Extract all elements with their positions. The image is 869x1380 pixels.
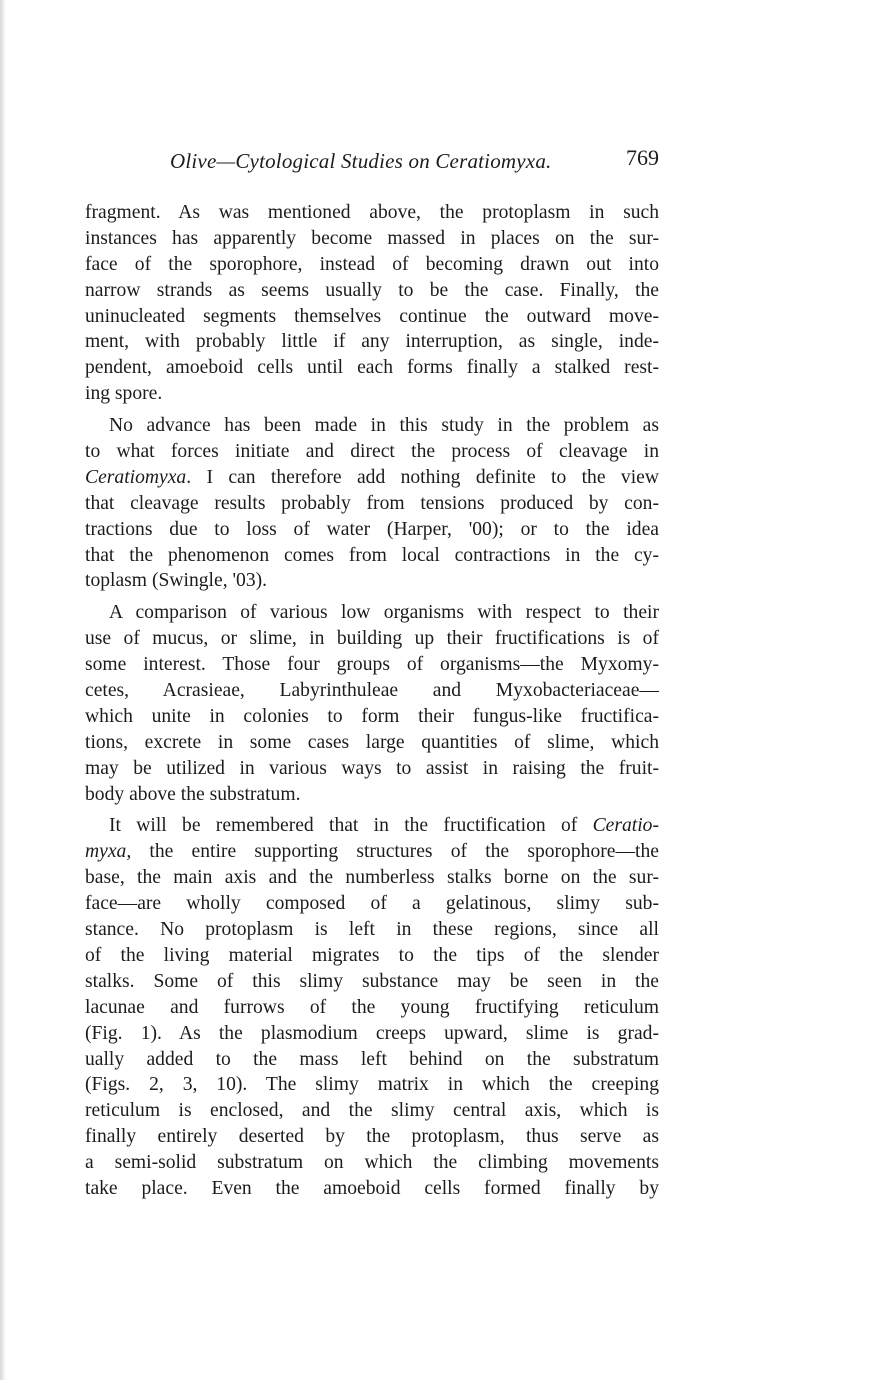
text-line: stance. No protoplasm is left in these regions, since all: [85, 919, 659, 941]
running-header: [85, 145, 659, 181]
running-title: Olive—Cytological Studies on Ceratiomyxa.: [170, 149, 552, 173]
body-text: [85, 200, 659, 1202]
text-line: that the phenomenon comes from local contractions in the cy-: [85, 544, 659, 566]
text-line: lacunae and furrows of the young fructifying reticulum: [85, 996, 659, 1018]
text-line: uninucleated segments themselves continue the outward move-: [85, 305, 659, 327]
text-line: tions, excrete in some cases large quantities of slime, which: [85, 731, 659, 753]
text-line: may be utilized in various ways to assist in raising the fruit-: [85, 757, 659, 779]
text-line: ually added to the mass left behind on the substratum: [85, 1048, 659, 1070]
text-line: that cleavage results probably from tensions produced by con-: [85, 492, 659, 514]
text-line: (Fig. 1). As the plasmodium creeps upward, slime is grad-: [85, 1022, 659, 1044]
text-line: body above the substratum.: [85, 783, 301, 805]
text-line: face of the sporophore, instead of becoming drawn out into: [85, 253, 659, 275]
page-number: 769: [626, 145, 659, 170]
paragraph-1: [85, 200, 659, 407]
text-line: tractions due to loss of water (Harper, '00); or to the idea: [85, 518, 659, 540]
text-line: fragment. As was mentioned above, the protoplasm in such: [85, 202, 659, 223]
text-line: base, the main axis and the numberless stalks borne on the sur-: [85, 867, 659, 889]
text-line: myxa, the entire supporting structures of the sporophore—the: [85, 841, 659, 863]
text-line: cetes, Acrasieae, Labyrinthuleae and Myxobacteriaceae—: [85, 680, 659, 702]
text-line: which unite in colonies to form their fungus-like fructifica-: [85, 705, 659, 727]
text-line: some interest. Those four groups of organisms—the Myxomy-: [85, 654, 659, 676]
text-line: use of mucus, or slime, in building up their fructifications is of: [85, 628, 659, 650]
text-line: to what forces initiate and direct the process of cleavage in: [85, 441, 659, 463]
page-edge-shadow: [0, 0, 6, 1380]
text-line: toplasm (Swingle, '03).: [85, 570, 268, 592]
paragraph-3: [85, 600, 659, 807]
text-line: narrow strands as seems usually to be the case. Finally, the: [85, 279, 659, 301]
text-line: a semi-solid substratum on which the climbing movements: [85, 1152, 659, 1174]
text-line: take place. Even the amoeboid cells formed finally by: [85, 1177, 659, 1199]
text-line: No advance has been made in this study in the problem as: [109, 415, 659, 437]
text-line: finally entirely deserted by the protoplasm, thus serve as: [85, 1126, 659, 1148]
text-line: A comparison of various low organisms with respect to their: [109, 602, 659, 624]
text-line: It will be remembered that in the fructification of Ceratio-: [109, 815, 659, 837]
text-line: ing spore.: [85, 383, 163, 405]
text-line: of the living material migrates to the tips of the slender: [85, 944, 659, 966]
text-line: instances has apparently become massed in places on the sur-: [85, 227, 659, 249]
paragraph-4: [85, 813, 659, 1201]
text-line: face—are wholly composed of a gelatinous, slimy sub-: [85, 893, 659, 915]
text-line: (Figs. 2, 3, 10). The slimy matrix in which the creeping: [85, 1074, 659, 1096]
text-line: reticulum is enclosed, and the slimy central axis, which is: [85, 1100, 659, 1122]
text-line: Ceratiomyxa. I can therefore add nothing definite to the view: [85, 466, 659, 488]
text-line: ment, with probably little if any interruption, as single, inde-: [85, 331, 659, 353]
text-line: pendent, amoeboid cells until each forms finally a stalked rest-: [85, 357, 659, 379]
paragraph-2: [85, 413, 659, 594]
text-line: stalks. Some of this slimy substance may be seen in the: [85, 970, 659, 992]
